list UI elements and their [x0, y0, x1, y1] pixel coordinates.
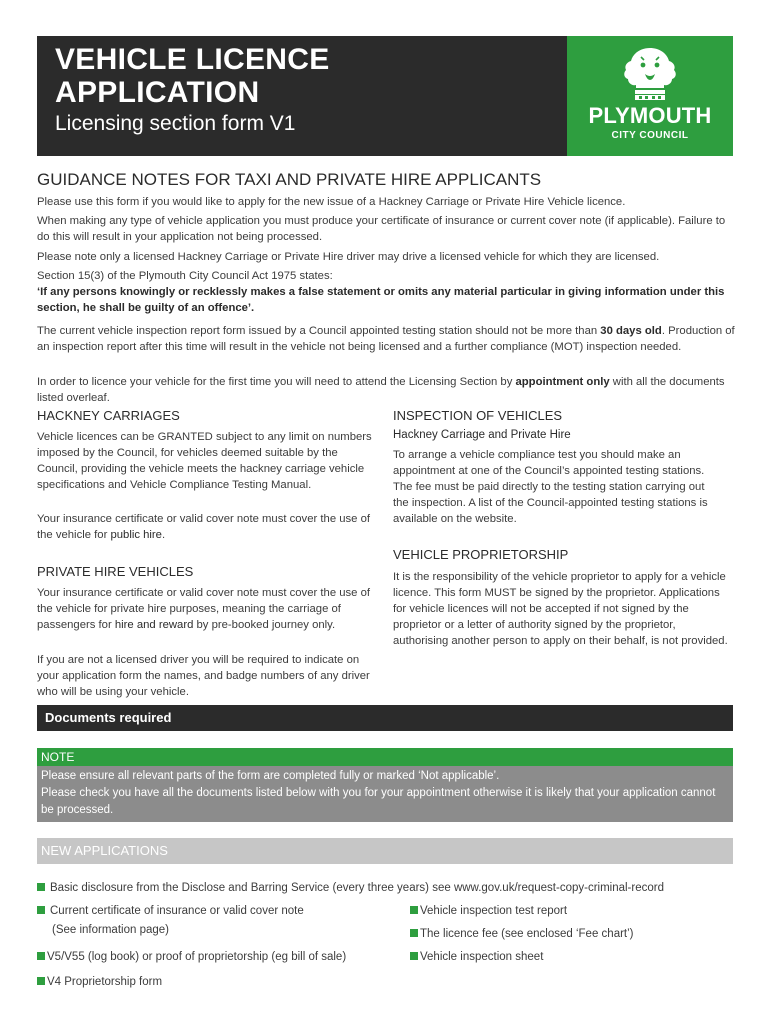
council-logo	[567, 36, 733, 156]
lion-crest-icon	[619, 44, 681, 102]
text-run: by pre-booked journey only.	[193, 619, 336, 631]
private-hire-paragraph	[37, 585, 377, 633]
guidance-paragraph: Please use this form if you would like to apply for the new issue of a Hackney Carriage or Private Hire Vehicle licence.	[37, 196, 626, 208]
inspection-heading: INSPECTION OF VEHICLES	[393, 408, 563, 423]
document-item-label: V5/V55 (log book) or proof of proprietorship (eg bill of sale)	[47, 951, 347, 963]
note-text: Please check you have all the documents listed below with you for your appointment otherwise it is likely that your application cannot be processed.	[41, 787, 716, 816]
text-emphasis: hire and reward	[114, 619, 194, 631]
document-item	[37, 949, 346, 965]
document-item-label: Current certificate of insurance or valid cover note	[50, 905, 304, 917]
guidance-paragraph: Please note only a licensed Hackney Carriage or Private Hire driver may drive a licensed vehicle for which they are licensed.	[37, 251, 660, 263]
guidance-paragraph: Section 15(3) of the Plymouth City Council Act 1975 states:	[37, 270, 333, 282]
note-text: Please ensure all relevant parts of the form are completed fully or marked ‘Not applicable’.	[41, 770, 500, 782]
text-run: Your insurance certificate or valid cover note must cover the use of the vehicle for private hire purposes, meaning the carriage of passengers for	[37, 587, 371, 631]
inspection-paragraph: To arrange a vehicle compliance test you should make an appointment at one of the Council’s appointed testing stations. The fee must be paid directly to the testing station carrying out the inspection. A list of the Council-appointed testing stations is available on the website.	[393, 449, 708, 525]
document-item	[410, 903, 567, 919]
private-hire-heading: PRIVATE HIRE VEHICLES	[37, 564, 194, 579]
bullet-square-icon	[37, 977, 45, 985]
document-item-label: Basic disclosure from the Disclose and Barring Service (every three years) see www.gov.uk/request-copy-criminal-record	[50, 882, 664, 894]
text-run: In order to licence your vehicle for the first time you will need to attend the Licensing Section by	[37, 376, 516, 388]
private-hire-paragraph: If you are not a licensed driver you will be required to indicate on your application form the names, and badge numbers of any driver who will be using your vehicle.	[37, 654, 370, 698]
note-box	[37, 766, 733, 822]
text-emphasis: appointment only	[515, 376, 610, 388]
hackney-paragraph	[37, 511, 377, 543]
hackney-paragraph: Vehicle licences can be GRANTED subject to any limit on numbers imposed by the Council, for vehicles deemed suitable by the Council, providing the vehicle meets the hackney carriage vehicle specifications and Vehicle Compliance Testing Manual.	[37, 431, 372, 491]
document-item	[37, 880, 664, 896]
text-emphasis: public hire	[110, 529, 162, 541]
proprietorship-heading: VEHICLE PROPRIETORSHIP	[393, 547, 569, 562]
document-item-label: Vehicle inspection test report	[420, 905, 568, 917]
note-label: NOTE	[37, 748, 733, 766]
guidance-paragraph	[37, 323, 737, 355]
text-run: with all the documents listed overleaf.	[37, 376, 725, 404]
bullet-square-icon	[410, 929, 418, 937]
new-applications-bar: NEW APPLICATIONS	[37, 838, 733, 864]
hackney-heading: HACKNEY CARRIAGES	[37, 408, 180, 423]
text-emphasis: 30 days old	[600, 325, 662, 337]
form-subtitle: Licensing section form V1	[55, 112, 296, 135]
proprietorship-paragraph: It is the responsibility of the vehicle proprietor to apply for a vehicle licence. This form MUST be signed by the proprietor. Applications for vehicle licences will not be accepted if not signed by the proprietor or a letter of authority signed by the proprietor, authorising another person to apply on their behalf, is not provided.	[393, 571, 728, 647]
document-item-label: Vehicle inspection sheet	[420, 951, 544, 963]
document-item	[37, 903, 304, 919]
council-subtitle: CITY COUNCIL	[611, 130, 689, 141]
guidance-heading: GUIDANCE NOTES FOR TAXI AND PRIVATE HIRE APPLICANTS	[37, 170, 542, 189]
text-run: Your insurance certificate or valid cover note must cover the use of the vehicle for	[37, 513, 371, 541]
inspection-subheading: Hackney Carriage and Private Hire	[393, 429, 571, 441]
form-title: VEHICLE LICENCE APPLICATION	[55, 43, 330, 109]
text-run: . Production of an inspection report after this time will result in the vehicle not being licensed and a further compliance (MOT) inspection needed.	[37, 325, 735, 353]
document-item-label: The licence fee (see enclosed ‘Fee chart’)	[420, 928, 634, 940]
document-item-label: V4 Proprietorship form	[47, 976, 163, 988]
act-quote: ‘If any persons knowingly or recklessly makes a false statement or omits any material particular in giving information under this section, he shall be guilty of an offence’.	[37, 286, 725, 314]
bullet-square-icon	[410, 952, 418, 960]
form-header	[37, 36, 733, 156]
document-item	[37, 974, 162, 990]
bullet-square-icon	[410, 906, 418, 914]
document-item-note: (See information page)	[52, 924, 169, 936]
bullet-square-icon	[37, 906, 45, 914]
bullet-square-icon	[37, 883, 45, 891]
document-item	[410, 926, 634, 942]
documents-required-bar: Documents required	[37, 705, 733, 731]
council-name: PLYMOUTH	[588, 103, 712, 128]
bullet-square-icon	[37, 952, 45, 960]
document-item	[410, 949, 543, 965]
text-run: The current vehicle inspection report form issued by a Council appointed testing station should not be more than	[37, 325, 601, 337]
guidance-paragraph	[37, 374, 737, 406]
text-run: .	[161, 529, 166, 541]
guidance-paragraph: When making any type of vehicle application you must produce your certificate of insurance or current cover note (if applicable). Failure to do this will result in your application not being processed.	[37, 215, 726, 243]
